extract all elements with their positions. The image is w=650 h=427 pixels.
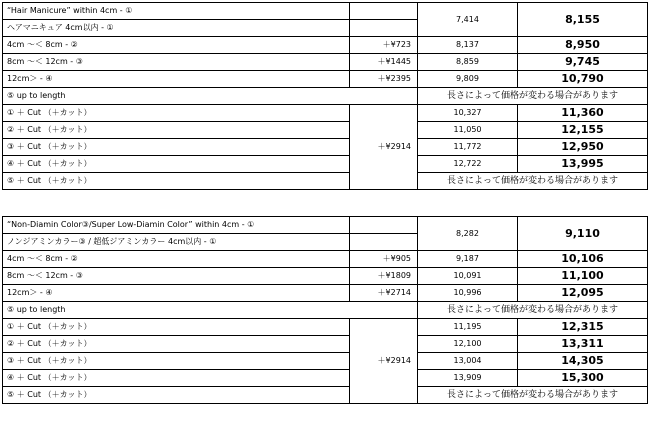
total-price: 11,360 (518, 105, 648, 122)
add-cell-empty (350, 217, 418, 234)
section-title-en: “Hair Manicure” within 4cm - ① (3, 3, 350, 20)
add-cell-empty (350, 20, 418, 37)
price-varies-note: 長さによって価格が変わる場合があります (418, 387, 648, 404)
cut-additional-fee: ＋¥2914 (350, 319, 418, 404)
price-table-non-diamin-color (2, 216, 648, 404)
upto-length-label: ⑤ up to length (3, 302, 418, 319)
base-price: 7,414 (418, 3, 518, 37)
base-price: 13,004 (418, 353, 518, 370)
total-price: 11,100 (518, 268, 648, 285)
base-price: 13,909 (418, 370, 518, 387)
upto-length-label: ⑤ up to length (3, 88, 418, 105)
total-price: 8,950 (518, 37, 648, 54)
total-price: 8,155 (518, 3, 648, 37)
additional-fee: ＋¥905 (350, 251, 418, 268)
total-price: 12,950 (518, 139, 648, 156)
length-label: 8cm ～＜ 12cm - ③ (3, 268, 350, 285)
cut-label: ⑤ ＋ Cut （＋カット） (3, 173, 350, 190)
base-price: 12,100 (418, 336, 518, 353)
total-price: 10,790 (518, 71, 648, 88)
price-varies-note: 長さによって価格が変わる場合があります (418, 88, 648, 105)
length-label: 4cm ～＜ 8cm - ② (3, 37, 350, 54)
base-price: 10,327 (418, 105, 518, 122)
cut-label: ③ ＋ Cut （＋カット） (3, 353, 350, 370)
section-title-en: “Non-Diamin Color③/Super Low-Diamin Color” within 4cm - ① (3, 217, 350, 234)
cut-label: ⑤ ＋ Cut （＋カット） (3, 387, 350, 404)
cut-label: ④ ＋ Cut （＋カット） (3, 370, 350, 387)
base-price: 10,996 (418, 285, 518, 302)
additional-fee: ＋¥2714 (350, 285, 418, 302)
add-cell-empty (350, 3, 418, 20)
base-price: 9,187 (418, 251, 518, 268)
section-title-jp: ヘアマニキュア 4cm以内 - ① (3, 20, 350, 37)
total-price: 14,305 (518, 353, 648, 370)
additional-fee: ＋¥1809 (350, 268, 418, 285)
price-varies-note: 長さによって価格が変わる場合があります (418, 302, 648, 319)
price-table-hair-manicure (2, 2, 648, 190)
cut-label: ③ ＋ Cut （＋カット） (3, 139, 350, 156)
base-price: 8,282 (418, 217, 518, 251)
cut-label: ② ＋ Cut （＋カット） (3, 336, 350, 353)
base-price: 11,195 (418, 319, 518, 336)
total-price: 10,106 (518, 251, 648, 268)
cut-label: ① ＋ Cut （＋カット） (3, 105, 350, 122)
additional-fee: ＋¥723 (350, 37, 418, 54)
base-price: 8,137 (418, 37, 518, 54)
cut-label: ① ＋ Cut （＋カット） (3, 319, 350, 336)
total-price: 12,095 (518, 285, 648, 302)
base-price: 8,859 (418, 54, 518, 71)
cut-label: ② ＋ Cut （＋カット） (3, 122, 350, 139)
total-price: 12,315 (518, 319, 648, 336)
length-label: 4cm ～＜ 8cm - ② (3, 251, 350, 268)
total-price: 15,300 (518, 370, 648, 387)
additional-fee: ＋¥2395 (350, 71, 418, 88)
total-price: 9,745 (518, 54, 648, 71)
base-price: 9,809 (418, 71, 518, 88)
base-price: 10,091 (418, 268, 518, 285)
length-label: 12cm＞ - ④ (3, 285, 350, 302)
cut-additional-fee: ＋¥2914 (350, 105, 418, 190)
base-price: 12,722 (418, 156, 518, 173)
section-title-jp: ノンジアミンカラー③ / 超低ジアミンカラー 4cm以内 - ① (3, 234, 350, 251)
cut-label: ④ ＋ Cut （＋カット） (3, 156, 350, 173)
base-price: 11,772 (418, 139, 518, 156)
additional-fee: ＋¥1445 (350, 54, 418, 71)
total-price: 13,995 (518, 156, 648, 173)
add-cell-empty (350, 234, 418, 251)
total-price: 9,110 (518, 217, 648, 251)
total-price: 13,311 (518, 336, 648, 353)
length-label: 8cm ～＜ 12cm - ③ (3, 54, 350, 71)
price-varies-note: 長さによって価格が変わる場合があります (418, 173, 648, 190)
total-price: 12,155 (518, 122, 648, 139)
base-price: 11,050 (418, 122, 518, 139)
length-label: 12cm＞ - ④ (3, 71, 350, 88)
